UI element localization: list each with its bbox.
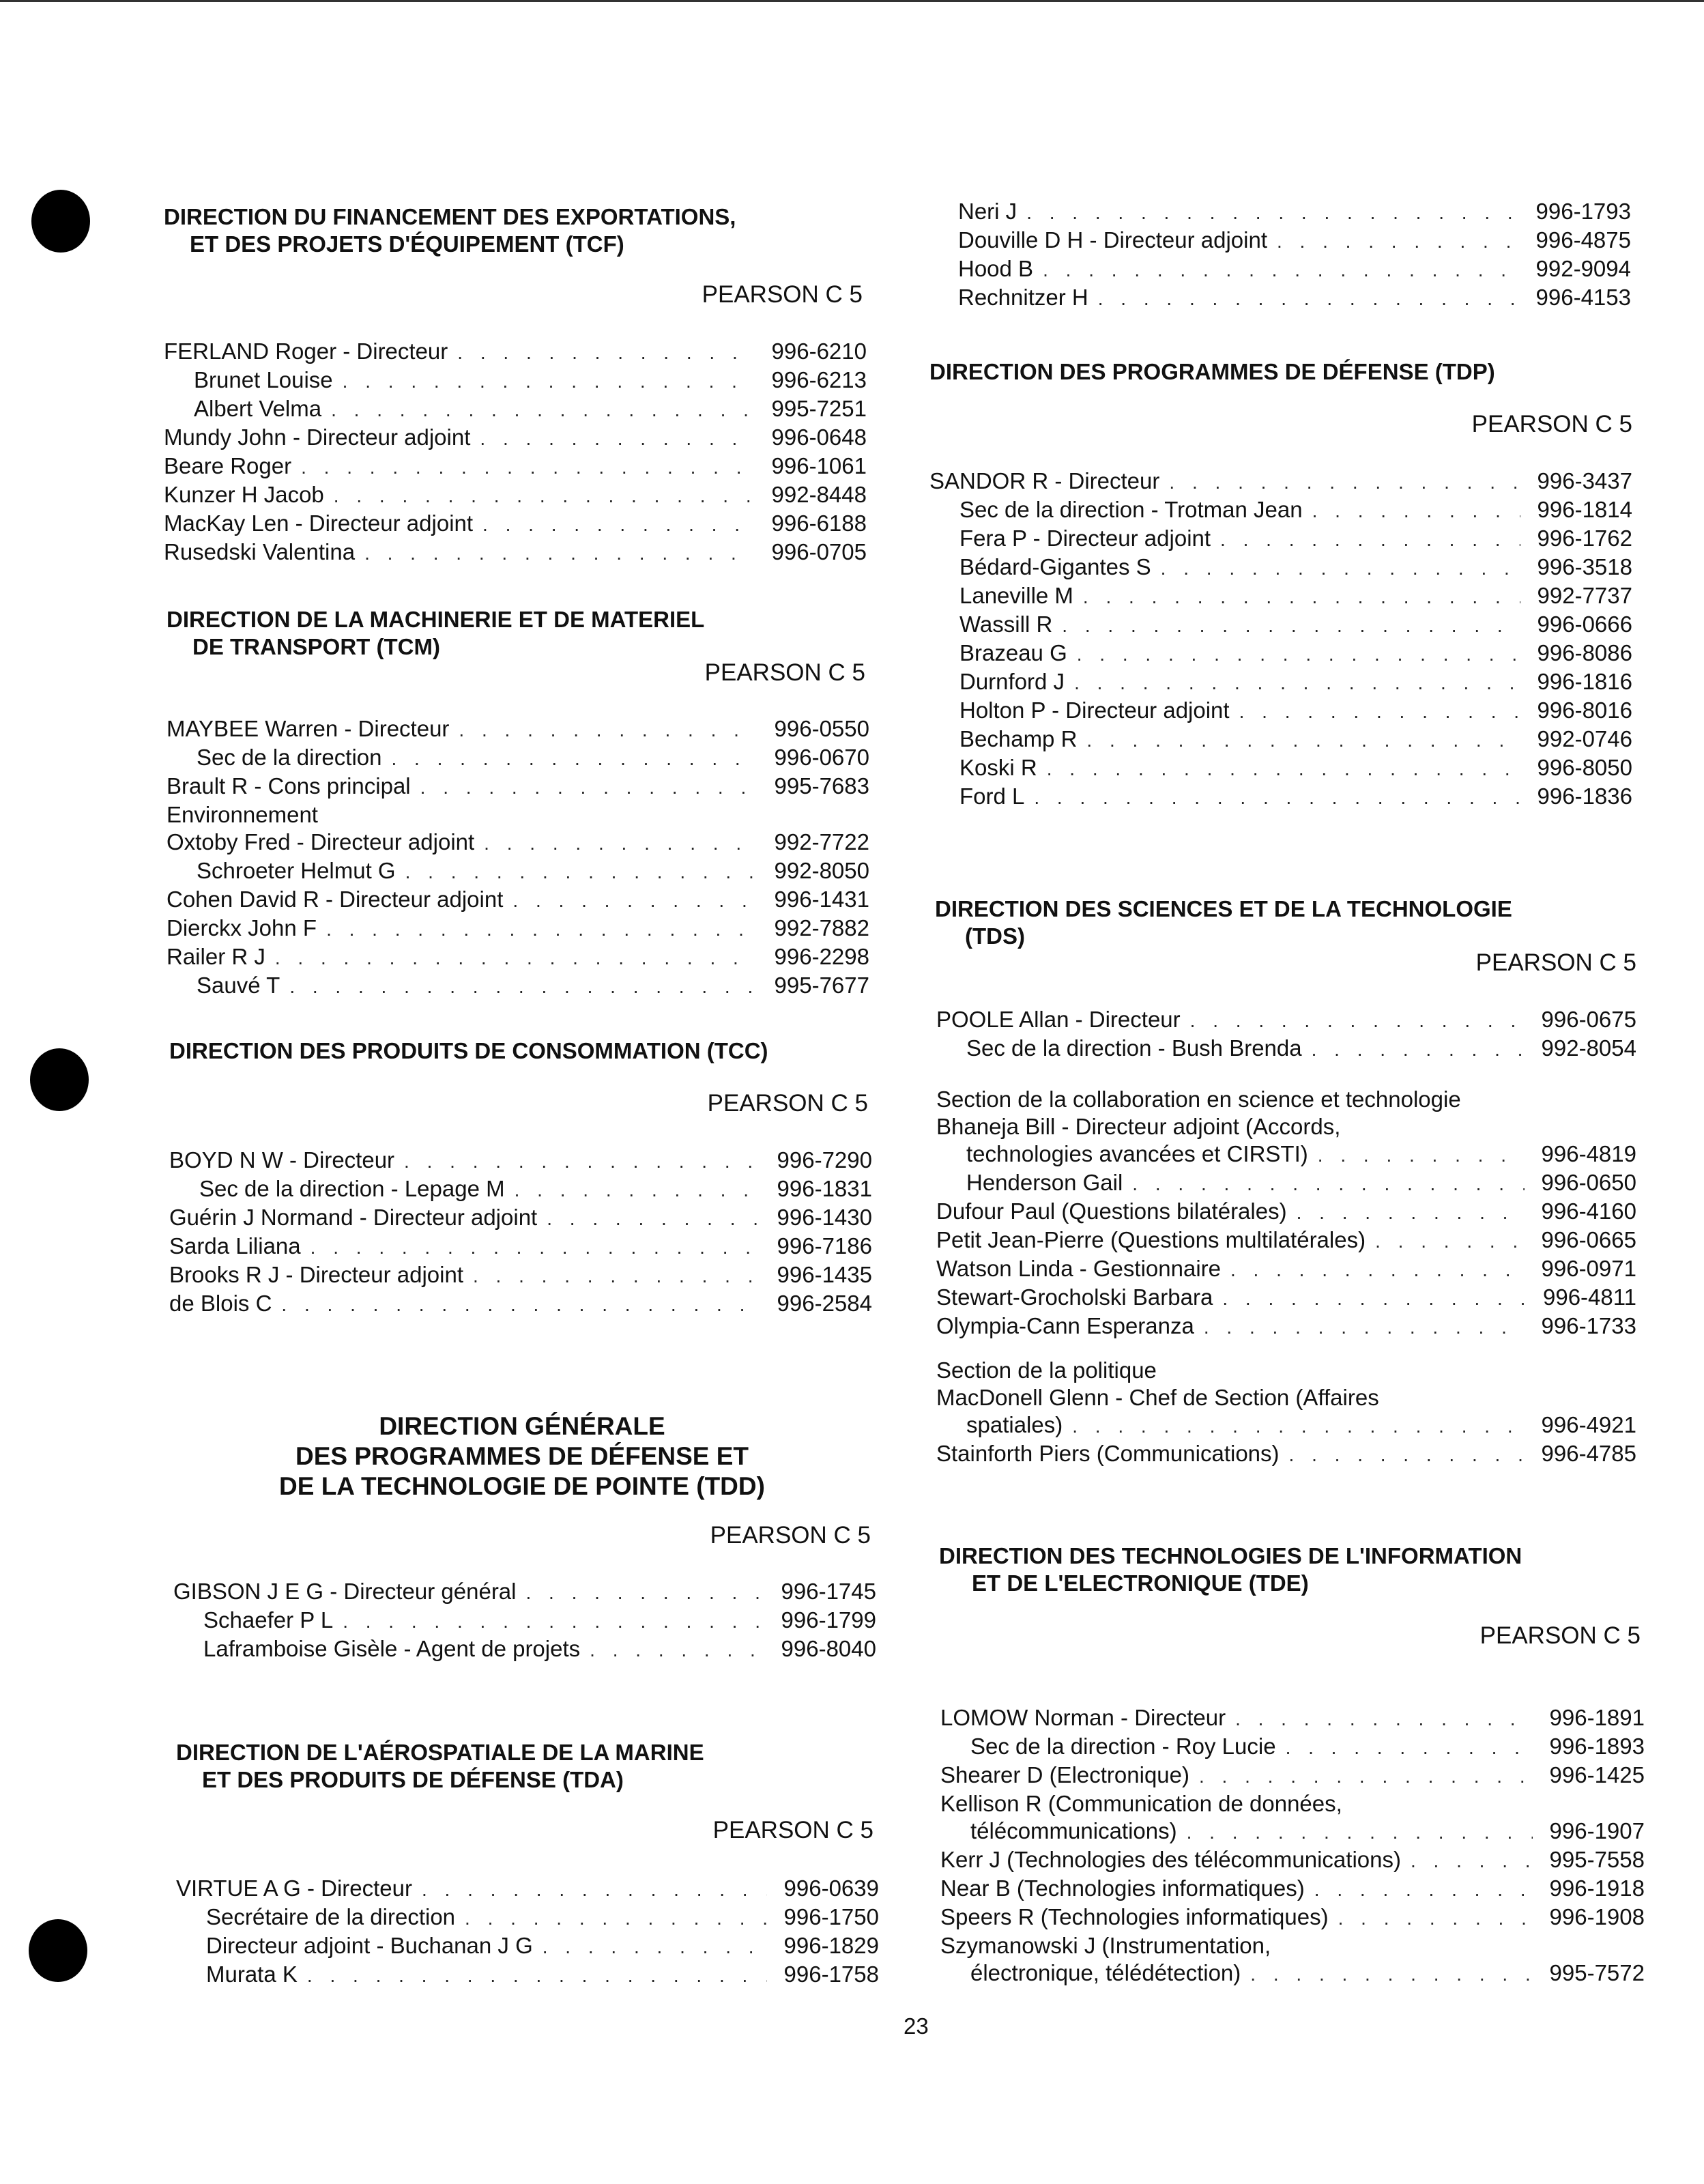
list-item: Brault R - Cons principal . . . 995-7683 — [167, 773, 869, 801]
section-tcf-title: DIRECTION DU FINANCEMENT DES EXPORTATIONS, ET DES PROJETS D'ÉQUIPEMENT (TCF) — [164, 204, 736, 257]
section-tda-location: PEARSON C 5 — [712, 1817, 873, 1843]
list-item: Sauvé T . . . 995-7677 — [167, 972, 869, 1001]
list-item: Douville D H - Directeur adjoint . . . 996-4875 — [958, 227, 1631, 255]
section-tcm-list — [167, 715, 869, 1001]
list-item: Bhaneja Bill - Directeur adjoint (Accords, — [936, 1114, 1341, 1139]
list-item: Szymanowski J (Instrumentation, — [940, 1933, 1271, 1958]
section-tcc-location: PEARSON C 5 — [707, 1090, 868, 1117]
list-item: Brooks R J - Directeur adjoint . . . 996-1435 — [169, 1261, 872, 1290]
list-item: Cohen David R - Directeur adjoint . . . 996-1431 — [167, 886, 869, 915]
binder-hole-bottom — [29, 1919, 87, 1982]
list-item: Sarda Liliana . . . 996-7186 — [169, 1233, 872, 1261]
list-item: Kunzer H Jacob . . . 992-8448 — [164, 481, 867, 510]
list-item: Sec de la direction . . . 996-0670 — [167, 744, 869, 773]
list-item: Sec de la direction - Bush Brenda . . . 992-8054 — [936, 1035, 1636, 1063]
list-item: MAYBEE Warren - Directeur . . . 996-0550 — [167, 715, 869, 744]
list-item: Rusedski Valentina . . . 996-0705 — [164, 538, 867, 567]
collaboration-heading: Section de la collaboration en science et technologie — [936, 1087, 1461, 1112]
list-item: FERLAND Roger - Directeur . . . 996-6210 — [164, 338, 867, 367]
section-tcc-list — [169, 1147, 872, 1319]
list-item: Ford L . . . 996-1836 — [929, 783, 1632, 811]
section-tcm-title: DIRECTION DE LA MACHINERIE ET DE MATERIEL DE TRANSPORT (TCM) — [167, 607, 705, 659]
section-tcf — [164, 203, 867, 258]
section-tdd-location: PEARSON C 5 — [710, 1522, 871, 1549]
binder-hole-middle — [30, 1048, 89, 1111]
list-item: électronique, télédétection) . . . 995-7572 — [940, 1959, 1645, 1988]
list-item: Watson Linda - Gestionnaire . . . 996-0971 — [936, 1255, 1636, 1284]
list-item: Oxtoby Fred - Directeur adjoint . . . 992-7722 — [167, 829, 869, 857]
page-number: 23 — [904, 2013, 929, 2039]
list-item: Fera P - Directeur adjoint . . . 996-1762 — [929, 525, 1632, 554]
section-tcf-location: PEARSON C 5 — [702, 281, 863, 308]
list-item: MacKay Len - Directeur adjoint . . . 996-6188 — [164, 510, 867, 538]
list-item: Henderson Gail . . . 996-0650 — [936, 1169, 1636, 1198]
list-item: Sec de la direction - Trotman Jean . . . 996-1814 — [929, 496, 1632, 525]
list-item: Guérin J Normand - Directeur adjoint . . . 996-1430 — [169, 1204, 872, 1233]
list-item: Mundy John - Directeur adjoint . . . 996-0648 — [164, 424, 867, 452]
section-tdd-list — [173, 1578, 876, 1664]
section-tds-location: PEARSON C 5 — [1475, 949, 1636, 976]
section-tde-title: DIRECTION DES TECHNOLOGIES DE L'INFORMATION ET DE L'ELECTRONIQUE (TDE) — [939, 1543, 1522, 1596]
list-item: Albert Velma . . . 995-7251 — [164, 395, 867, 424]
section-tda — [176, 1739, 879, 1794]
section-tde-list — [940, 1704, 1645, 1988]
list-item: Sec de la direction - Roy Lucie . . . 996-1893 — [940, 1733, 1645, 1762]
list-item: Kellison R (Communication de données, — [940, 1791, 1342, 1816]
list-item: Shearer D (Electronique) . . . 996-1425 — [940, 1762, 1645, 1790]
list-item: Schroeter Helmut G . . . 992-8050 — [167, 857, 869, 886]
list-item: technologies avancées et CIRSTI) . . . 996-4819 — [936, 1140, 1636, 1169]
section-tde — [939, 1542, 1642, 1597]
list-item: Stainforth Piers (Communications) . . . 996-4785 — [936, 1440, 1636, 1469]
list-item: SANDOR R - Directeur . . . 996-3437 — [929, 468, 1632, 496]
list-item: Speers R (Technologies informatiques) . . . 996-1908 — [940, 1903, 1645, 1932]
list-item: GIBSON J E G - Directeur général . . . 996-1745 — [173, 1578, 876, 1607]
list-item: Dierckx John F . . . 992-7882 — [167, 915, 869, 943]
section-tds-policy — [936, 1357, 1636, 1469]
section-tda-continued-list — [958, 198, 1631, 313]
section-tds-title: DIRECTION DES SCIENCES ET DE LA TECHNOLOGIE (TDS) — [935, 896, 1512, 949]
list-item: MacDonell Glenn - Chef de Section (Affaires — [936, 1385, 1379, 1410]
list-item: Laneville M . . . 992-7737 — [929, 582, 1632, 611]
list-item: VIRTUE A G - Directeur . . . 996-0639 — [176, 1875, 879, 1903]
section-tcc — [169, 1037, 872, 1065]
policy-heading: Section de la politique — [936, 1357, 1157, 1383]
list-item: Koski R . . . 996-8050 — [929, 754, 1632, 783]
list-item: Brazeau G . . . 996-8086 — [929, 640, 1632, 668]
list-item: BOYD N W - Directeur . . . 996-7290 — [169, 1147, 872, 1175]
list-item: Bechamp R . . . 992-0746 — [929, 725, 1632, 754]
list-item: spatiales) . . . 996-4921 — [936, 1411, 1636, 1440]
page-top-edge — [0, 0, 1704, 2]
section-tds — [935, 895, 1638, 950]
list-item: Durnford J . . . 996-1816 — [929, 668, 1632, 697]
list-item: Wassill R . . . 996-0666 — [929, 611, 1632, 640]
list-item: Directeur adjoint - Buchanan J G . . . 996-1829 — [176, 1932, 879, 1961]
section-tdp-list — [929, 468, 1632, 811]
list-item: Murata K . . . 996-1758 — [176, 1961, 879, 1989]
section-tda-title: DIRECTION DE L'AÉROSPATIALE DE LA MARINE ET DES PRODUITS DE DÉFENSE (TDA) — [176, 1740, 704, 1792]
list-item: Olympia-Cann Esperanza . . . 996-1733 — [936, 1312, 1636, 1341]
section-tcm-location: PEARSON C 5 — [704, 659, 865, 686]
list-item: de Blois C . . . 996-2584 — [169, 1290, 872, 1319]
list-item: Holton P - Directeur adjoint . . . 996-8016 — [929, 697, 1632, 725]
section-tds-collaboration — [936, 1086, 1636, 1341]
section-tds-list — [936, 1006, 1636, 1063]
list-item: Railer R J . . . 996-2298 — [167, 943, 869, 972]
list-item: Laframboise Gisèle - Agent de projets . . . 996-8040 — [173, 1635, 876, 1664]
section-tdp-title: DIRECTION DES PROGRAMMES DE DÉFENSE (TDP) — [929, 359, 1495, 384]
list-item: Beare Roger . . . 996-1061 — [164, 452, 867, 481]
list-item: Petit Jean-Pierre (Questions multilatérales) . . . 996-0665 — [936, 1226, 1636, 1255]
list-item: LOMOW Norman - Directeur . . . 996-1891 — [940, 1704, 1645, 1733]
list-item: POOLE Allan - Directeur . . . 996-0675 — [936, 1006, 1636, 1035]
section-tcm — [167, 606, 869, 661]
list-item: Neri J . . . 996-1793 — [958, 198, 1631, 227]
section-tde-location: PEARSON C 5 — [1479, 1622, 1641, 1649]
section-tda-list — [176, 1875, 879, 1989]
list-item: Dufour Paul (Questions bilatérales) . . . 996-4160 — [936, 1198, 1636, 1226]
list-item: Kerr J (Technologies des télécommunications) . . . 995-7558 — [940, 1846, 1645, 1875]
section-tdp-location: PEARSON C 5 — [1471, 411, 1632, 437]
section-tcc-title: DIRECTION DES PRODUITS DE CONSOMMATION (TCC) — [169, 1038, 768, 1063]
section-tdd-title: DIRECTION GÉNÉRALE DES PROGRAMMES DE DÉFENSE ET DE LA TECHNOLOGIE DE POINTE (TDD) — [279, 1412, 765, 1500]
binder-hole-top — [31, 190, 90, 253]
list-item: Environnement — [167, 802, 318, 827]
list-item: Rechnitzer H . . . 996-4153 — [958, 284, 1631, 313]
list-item: Hood B . . . 992-9094 — [958, 255, 1631, 284]
list-item: Brunet Louise . . . 996-6213 — [164, 367, 867, 395]
section-tcf-list — [164, 338, 867, 567]
list-item: télécommunications) . . . 996-1907 — [940, 1817, 1645, 1846]
list-item: Bédard-Gigantes S . . . 996-3518 — [929, 554, 1632, 582]
section-tdp — [929, 358, 1632, 386]
section-tdd — [171, 1411, 873, 1502]
list-item: Schaefer P L . . . 996-1799 — [173, 1607, 876, 1635]
list-item: Near B (Technologies informatiques) . . . 996-1918 — [940, 1875, 1645, 1903]
list-item: Stewart-Grocholski Barbara . . . 996-4811 — [936, 1284, 1636, 1312]
list-item: Secrétaire de la direction . . . 996-1750 — [176, 1903, 879, 1932]
list-item: Sec de la direction - Lepage M . . . 996-1831 — [169, 1175, 872, 1204]
